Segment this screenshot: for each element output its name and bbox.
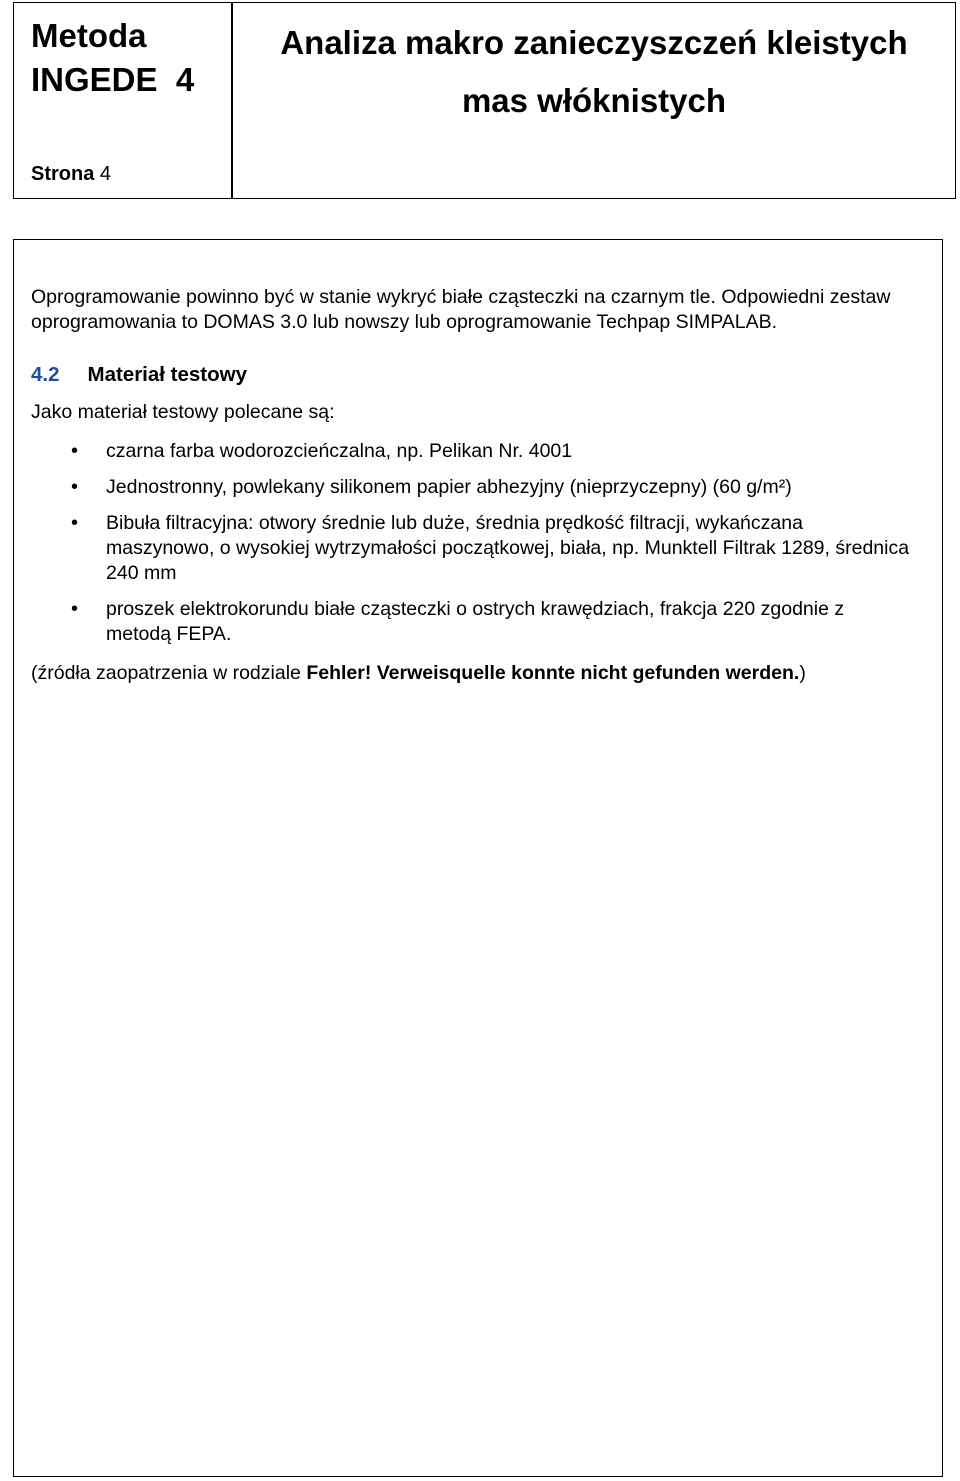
list-item-text: czarna farba wodorozcieńczalna, np. Pelikan Nr. 4001 (106, 440, 573, 462)
list-item (31, 511, 911, 586)
page-label: Strona (31, 163, 95, 185)
list-item-text: Bibuła filtracyjna: otwory średnie lub duże, średnia prędkość filtracji, wykańczana maszynowo, o wysokiej wytrzymałości początkowej, biała, np. Munktell Filtrak 1289, średnica 240 mm (106, 512, 910, 584)
lead-paragraph: Jako materiał testowy polecane są: (31, 401, 335, 423)
bullet-icon: • (71, 598, 79, 620)
bullet-icon: • (71, 440, 79, 462)
section-title: Materiał testowy (87, 363, 247, 386)
bullet-icon: • (71, 476, 79, 498)
section-heading (31, 362, 911, 388)
method-label (31, 14, 194, 102)
sources-note (31, 661, 911, 686)
intro-paragraph: Oprogramowanie powinno być w stanie wykryć białe cząsteczki na czarnym tle. Odpowiedni zestaw oprogramowania to DOMAS 3.0 lub nowszy lub oprogramowanie Techpap SIMPALAB. (31, 286, 891, 333)
method-line-1: Metoda (31, 17, 147, 54)
sources-note-suffix: ) (799, 662, 806, 684)
method-line-2: INGEDE 4 (31, 61, 195, 98)
section-number: 4.2 (31, 363, 60, 386)
list-item-text: Jednostronny, powlekany silikonem papier abhezyjny (nieprzyczepny) (60 g/m²) (106, 476, 792, 498)
list-item-text: proszek elektrokorundu białe cząsteczki o ostrych krawędziach, frakcja 220 zgodnie z metodą FEPA. (106, 598, 845, 645)
page-number (31, 162, 111, 186)
title-line-2: mas włóknistych (461, 82, 727, 119)
list-item (31, 439, 911, 464)
sources-note-prefix: (źródła zaopatrzenia w rodziale (31, 662, 307, 684)
document-title (232, 14, 956, 130)
title-line-1: Analiza makro zanieczyszczeń kleistych (280, 24, 908, 61)
bullet-icon: • (71, 512, 79, 534)
list-item (31, 475, 911, 500)
list-item (31, 597, 911, 647)
document-body (31, 285, 911, 686)
page-number-value: 4 (99, 163, 112, 185)
material-list (31, 439, 911, 647)
reference-error: Fehler! Verweisquelle konnte nicht gefunden werden. (306, 662, 800, 684)
